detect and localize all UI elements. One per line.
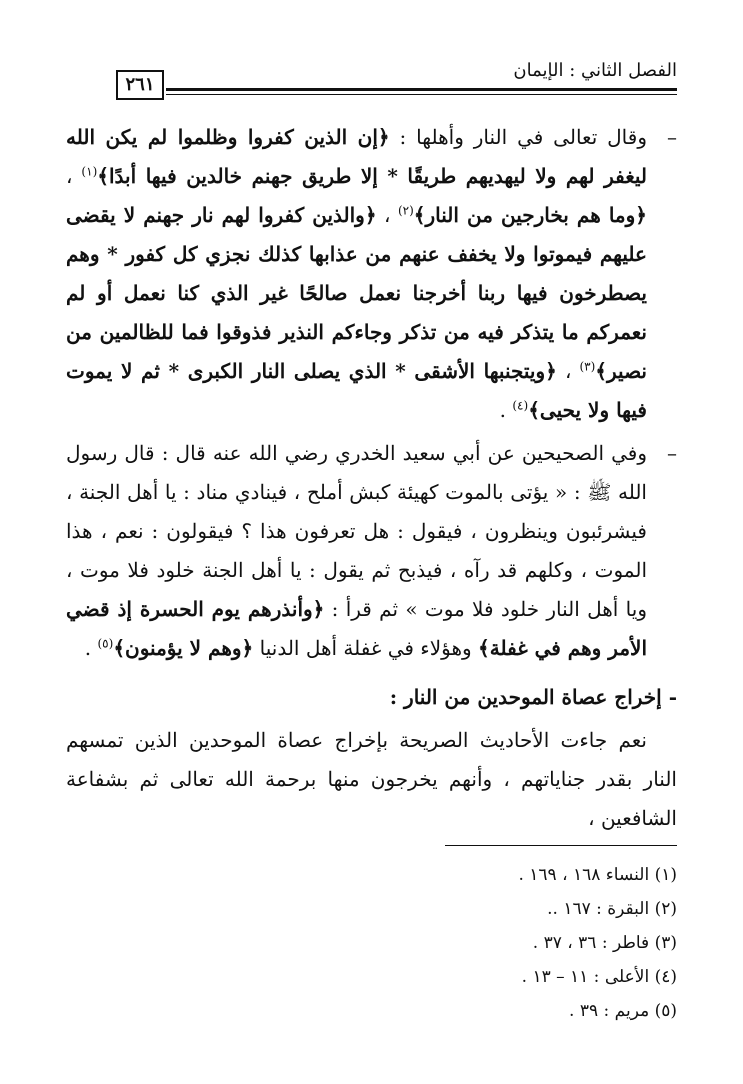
paragraph-fire-verses bbox=[66, 118, 677, 430]
bullet-dash: – bbox=[667, 441, 677, 465]
quran-verse: ﴿إن الذين كفروا وظلموا لم يكن الله ليغفر لهم ولا ليهديهم طريقًا * إلا طريق جهنم خالدين فيها أبدًا﴾ bbox=[66, 125, 647, 188]
footnotes bbox=[518, 858, 677, 1028]
bullet-dash: – bbox=[667, 125, 677, 149]
paragraph-section-text: نعم جاءت الأحاديث الصريحة بإخراج عصاة الموحدين الذين تمسهم النار بقدر جناياتهم ، وأنهم يخرجون منها برحمة الله تعالى ثم بشفاعة الشافعين ، bbox=[66, 728, 677, 830]
header-rule-thick bbox=[166, 88, 677, 91]
footnote-item: (٥) مريم : ٣٩ . bbox=[569, 1001, 677, 1021]
chapter-title: الفصل الثاني : الإيمان bbox=[513, 60, 677, 81]
main-text bbox=[66, 118, 677, 838]
footnote-ref: (٥) bbox=[97, 636, 114, 651]
section-heading: - إخراج عصاة الموحدين من النار : bbox=[389, 685, 677, 709]
footnote-item: (٤) الأعلى : ١١ – ١٣ . bbox=[521, 967, 677, 987]
header-rule-thin bbox=[166, 94, 677, 95]
text-run: وهؤلاء في غفلة أهل الدنيا bbox=[253, 636, 479, 660]
text-run: ، bbox=[376, 203, 398, 227]
text-run: . bbox=[499, 398, 513, 422]
quran-verse: ﴿ويتجنبها الأشقى * الذي يصلى النار الكبرى * ثم لا يموت فيها ولا يحيى﴾ bbox=[66, 359, 647, 422]
footnote-item: (٣) فاطر : ٣٦ ، ٣٧ . bbox=[532, 933, 677, 953]
quran-verse: ﴿وأنذرهم يوم الحسرة إذ قضي الأمر وهم في غفلة﴾ bbox=[66, 597, 647, 660]
footnote-separator bbox=[445, 845, 677, 846]
text-run: وفي الصحيحين عن أبي سعيد الخدري رضي الله عنه قال : قال رسول الله ﷺ : « يؤتى بالموت كهيئة كبش أملح ، فينادي مناد : يا أهل الجنة ، فيشرئبون وينظرون ، فيقول : هل تعرفون هذا ؟ فيقولون : نعم ، هذا الموت ، وكلهم قد رآه ، فيذبح ثم يقول : يا أهل الجنة خلود فلا موت ، ويا أهل النار خلود فلا موت » ثم قرأ : bbox=[66, 441, 647, 621]
page-number: ٢٦١ bbox=[116, 70, 164, 100]
footnote-item: (١) النساء ١٦٨ ، ١٦٩ . bbox=[518, 865, 677, 885]
text-run: وقال تعالى في النار وأهلها : bbox=[389, 125, 647, 149]
quran-verse: ﴿وما هم بخارجين من النار﴾ bbox=[413, 203, 647, 227]
footnote-ref: (٣) bbox=[579, 359, 596, 374]
page-header bbox=[116, 58, 677, 108]
text-run: ، bbox=[556, 359, 580, 383]
quran-verse: ﴿وهم لا يؤمنون﴾ bbox=[113, 636, 254, 660]
quran-verse: ﴿والذين كفروا لهم نار جهنم لا يقضى عليهم فيموتوا ولا يخفف عنهم من عذابها كذلك نجزي كل كفور * وهم يصطرخون فيها ربنا أخرجنا نعمل صالحًا غير الذي كنا نعمل أو لم نعمركم ما يتذكر فيه من تذكر وجاءكم النذير فذوقوا فما للظالمين من نصير﴾ bbox=[66, 203, 647, 383]
footnote-item: (٢) البقرة : ١٦٧ .. bbox=[547, 899, 677, 919]
text-run: . bbox=[84, 636, 98, 660]
footnote-ref: (٤) bbox=[512, 398, 529, 413]
paragraph-hadith bbox=[66, 434, 677, 668]
text-run: ، bbox=[66, 164, 82, 188]
footnote-ref: (٢) bbox=[397, 203, 414, 218]
footnote-ref: (١) bbox=[81, 164, 98, 179]
